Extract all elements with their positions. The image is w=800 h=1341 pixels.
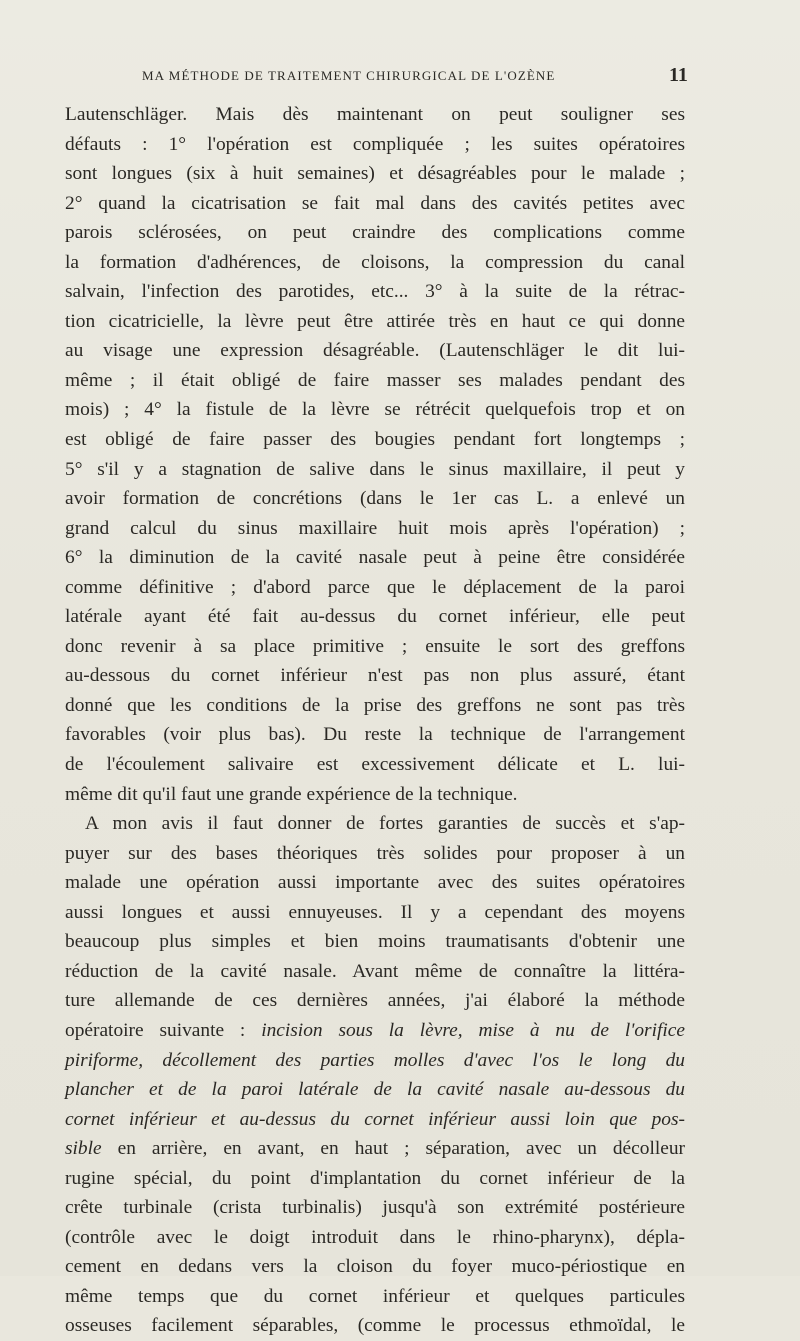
page-number: 11 (669, 64, 688, 86)
text-line: même temps que du cornet inférieur et quelques particules (65, 1285, 685, 1307)
body-text (65, 100, 685, 1341)
text-line: réduction de la cavité nasale. Avant même de connaître la littéra- (65, 960, 685, 982)
running-head (0, 64, 800, 88)
text-line-mixed (65, 1016, 685, 1046)
text-line: sont longues (six à huit semaines) et désagréables pour le malade ; (65, 163, 685, 185)
text-line: salvain, l'infection des parotides, etc... 3° à la suite de la rétrac- (65, 281, 685, 303)
text-line: A mon avis il faut donner de fortes garanties de succès et s'ap- (85, 813, 685, 835)
italic-span: sible (65, 1138, 102, 1160)
text-line: favorables (voir plus bas). Du reste la technique de l'arrangement (65, 724, 685, 746)
text-line: osseuses facilement séparables, (comme le processus ethmoïdal, le (65, 1315, 685, 1337)
italic-span: plancher et de la paroi latérale de la cavité nasale au-dessous du (65, 1079, 685, 1101)
text-line: de l'écoulement salivaire est excessivement délicate et L. lui- (65, 754, 685, 776)
text-line (65, 1046, 685, 1076)
italic-span: piriforme, décollement des parties molles d'avec l'os le long du (65, 1049, 685, 1071)
text-line: même ; il était obligé de faire masser ses malades pendant des (65, 369, 685, 391)
text-line: est obligé de faire passer des bougies pendant fort longtemps ; (65, 429, 685, 451)
text-line: donc revenir à sa place primitive ; ensuite le sort des greffons (65, 635, 685, 657)
text-span: en arrière, en avant, en haut ; séparation, avec un décolleur (117, 1138, 685, 1160)
running-title: MA MÉTHODE DE TRAITEMENT CHIRURGICAL DE L'OZÈNE (142, 68, 556, 83)
text-line: grand calcul du sinus maxillaire huit mois après l'opération) ; (65, 517, 685, 539)
italic-span: incision sous la lèvre, mise à nu de l'orifice (261, 1019, 685, 1041)
text-line: même dit qu'il faut une grande expérience de la technique. (65, 783, 518, 805)
text-line: aussi longues et aussi ennuyeuses. Il y a cependant des moyens (65, 901, 685, 923)
text-line: parois sclérosées, on peut craindre des complications comme (65, 222, 685, 244)
text-line: latérale ayant été fait au-dessus du cornet inférieur, elle peut (65, 606, 685, 628)
text-line: (contrôle avec le doigt introduit dans le rhino-pharynx), dépla- (65, 1226, 685, 1248)
text-line: 6° la diminution de la cavité nasale peut à peine être considérée (65, 547, 685, 569)
italic-span: cornet inférieur et au-dessus du cornet inférieur aussi loin que pos- (65, 1108, 685, 1130)
text-line: donné que les conditions de la prise des greffons ne sont pas très (65, 694, 685, 716)
text-line: 2° quand la cicatrisation se fait mal dans des cavités petites avec (65, 192, 685, 214)
text-line: au-dessous du cornet inférieur n'est pas non plus assuré, étant (65, 665, 685, 687)
text-line: la formation d'adhérences, de cloisons, la compression du canal (65, 251, 685, 273)
text-line: ture allemande de ces dernières années, j'ai élaboré la méthode (65, 990, 685, 1012)
text-line: puyer sur des bases théoriques très solides pour proposer à un (65, 842, 685, 864)
text-line: tion cicatricielle, la lèvre peut être attirée très en haut ce qui donne (65, 310, 685, 332)
text-line: crête turbinale (crista turbinalis) jusqu'à son extrémité postérieure (65, 1197, 685, 1219)
text-line: cement en dedans vers la cloison du foyer muco-périostique en (65, 1256, 685, 1278)
text-line: au visage une expression désagréable. (Lautenschläger le dit lui- (65, 340, 685, 362)
text-line: beaucoup plus simples et bien moins traumatisants d'obtenir une (65, 931, 685, 953)
text-line: avoir formation de concrétions (dans le 1er cas L. a enlevé un (65, 488, 685, 510)
text-line: rugine spécial, du point d'implantation du cornet inférieur de la (65, 1167, 685, 1189)
text-span: opératoire suivante : (65, 1019, 246, 1041)
text-line: malade une opération aussi importante avec des suites opératoires (65, 872, 685, 894)
text-line: comme définitive ; d'abord parce que le déplacement de la paroi (65, 576, 685, 598)
text-line: 5° s'il y a stagnation de salive dans le sinus maxillaire, il peut y (65, 458, 685, 480)
text-line-mixed (65, 1134, 685, 1164)
text-line: défauts : 1° l'opération est compliquée ; les suites opératoires (65, 133, 685, 155)
text-line (65, 1105, 685, 1135)
text-line: Lautenschläger. Mais dès maintenant on peut souligner ses (65, 104, 685, 125)
text-line (65, 1075, 685, 1105)
text-line: mois) ; 4° la fistule de la lèvre se rétrécit quelquefois trop et on (65, 399, 685, 421)
